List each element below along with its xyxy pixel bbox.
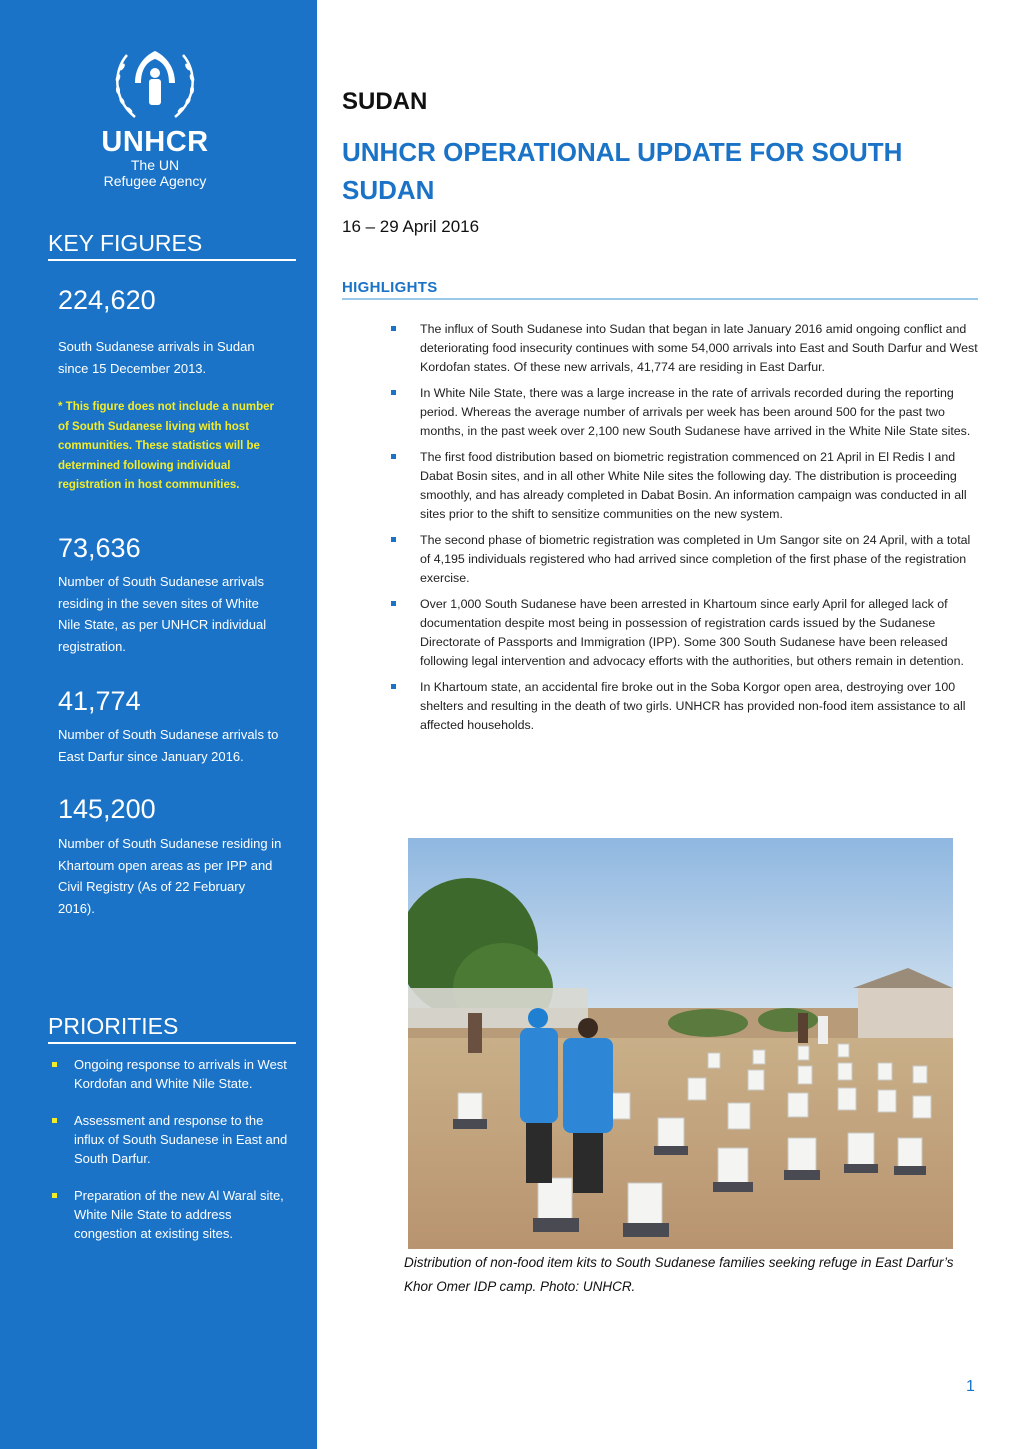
key-figures-heading: KEY FIGURES xyxy=(48,229,296,261)
highlights-heading: HIGHLIGHTS xyxy=(342,279,978,300)
bullet-icon xyxy=(52,1118,57,1123)
bullet-icon xyxy=(52,1062,57,1067)
priority-item xyxy=(50,1111,290,1168)
photo-caption: Distribution of non-food item kits to South Sudanese families seeking refuge in East Darfur’s Khor Omer IDP camp. Photo: UNHCR. xyxy=(404,1255,954,1294)
key-figure-number: 145,200 xyxy=(58,794,156,824)
priorities-heading: PRIORITIES xyxy=(48,1012,296,1044)
country-heading: SUDAN xyxy=(342,88,428,115)
priority-text: Preparation of the new Al Waral site, White Nile State to address congestion at existing sites. xyxy=(74,1188,284,1241)
page-number: 1 xyxy=(966,1378,975,1395)
bullet-icon xyxy=(391,326,396,331)
highlight-text: The first food distribution based on biometric registration commenced on 21 April in El Redis I and Dabat Bosin sites, and in all other White Nile sites the following day. The distribution is proceeding smoothly, and has already completed in Dabat Bosin. An information campaign was conducted in all sites prior to the shift to sensitize communities on the new system. xyxy=(420,450,967,521)
bullet-icon xyxy=(52,1193,57,1198)
priorities-list xyxy=(50,1055,290,1261)
unhcr-logo xyxy=(90,45,220,200)
key-figure-note: * This figure does not include a number of South Sudanese living with host communities. These statistics will be determined following individual registration in host communities. xyxy=(58,401,274,491)
sidebar xyxy=(0,0,317,1449)
highlights-list xyxy=(390,320,980,742)
key-figure-number: 73,636 xyxy=(58,533,141,563)
highlight-item xyxy=(390,320,980,377)
highlight-text: The influx of South Sudanese into Sudan that began in late January 2016 amid ongoing conflict and deteriorating food insecurity continues with some 54,000 arrivals into East and South Darfur and West Kordofan states. Of these new arrivals, 41,774 are residing in East Darfur. xyxy=(420,322,978,374)
key-figure-description: Number of South Sudanese residing in Khartoum open areas as per IPP and Civil Registry (As of 22 February 2016). xyxy=(58,836,282,916)
bullet-icon xyxy=(391,454,396,459)
highlight-text: In White Nile State, there was a large increase in the rate of arrivals recorded during the reporting period. Whereas the average number of arrivals per week has been around 500 for the past two months, in the past week over 2,100 new South Sudanese have arrived in the White Nile State sites. xyxy=(420,386,971,438)
logo-subtitle-line1: The UN xyxy=(130,157,180,173)
highlight-item xyxy=(390,678,980,735)
highlight-item xyxy=(390,384,980,441)
bullet-icon xyxy=(391,684,396,689)
priority-item xyxy=(50,1186,290,1243)
priority-text: Ongoing response to arrivals in West Kordofan and White Nile State. xyxy=(74,1057,287,1091)
bullet-icon xyxy=(391,390,396,395)
priority-item xyxy=(50,1055,290,1093)
highlight-item xyxy=(390,448,980,524)
distribution-photo xyxy=(408,838,953,1249)
key-figure-description: South Sudanese arrivals in Sudan since 15 December 2013. xyxy=(58,339,255,376)
bullet-icon xyxy=(391,537,396,542)
highlight-text: The second phase of biometric registration was completed in Um Sangor site on 24 April, with a total of 4,195 individuals registered who had arrived since completion of the first phase of the registration exercise. xyxy=(420,533,971,585)
unhcr-emblem-icon xyxy=(105,45,205,125)
logo-wordmark: UNHCR xyxy=(101,126,209,158)
priority-text: Assessment and response to the influx of South Sudanese in East and South Darfur. xyxy=(74,1113,288,1166)
date-range: 16 – 29 April 2016 xyxy=(342,217,480,236)
key-figure-number: 41,774 xyxy=(58,686,141,716)
key-figure-description: Number of South Sudanese arrivals to East Darfur since January 2016. xyxy=(58,727,279,764)
logo-subtitle-line2: Refugee Agency xyxy=(103,173,207,189)
bullet-icon xyxy=(391,601,396,606)
page-title: UNHCR OPERATIONAL UPDATE FOR SOUTH SUDAN xyxy=(342,137,903,205)
photo-illustration xyxy=(408,838,953,1249)
highlight-text: Over 1,000 South Sudanese have been arrested in Khartoum since early April for alleged lack of documentation despite most being in possession of registration cards issued by the Sudanese Directorate of Passports and Immigration (IPP). Some 300 South Sudanese have been released following legal intervention and advocacy efforts with the authorities, but others remain in detention. xyxy=(420,597,964,668)
key-figure-number: 224,620 xyxy=(58,285,156,315)
highlight-text: In Khartoum state, an accidental fire broke out in the Soba Korgor open area, destroying over 100 shelters and resulting in the death of two girls. UNHCR has provided non-food item assistance to all affected households. xyxy=(420,680,966,732)
highlight-item xyxy=(390,531,980,588)
highlight-item xyxy=(390,595,980,671)
key-figure-description: Number of South Sudanese arrivals residing in the seven sites of White Nile State, as per UNHCR individual registration. xyxy=(58,574,267,654)
